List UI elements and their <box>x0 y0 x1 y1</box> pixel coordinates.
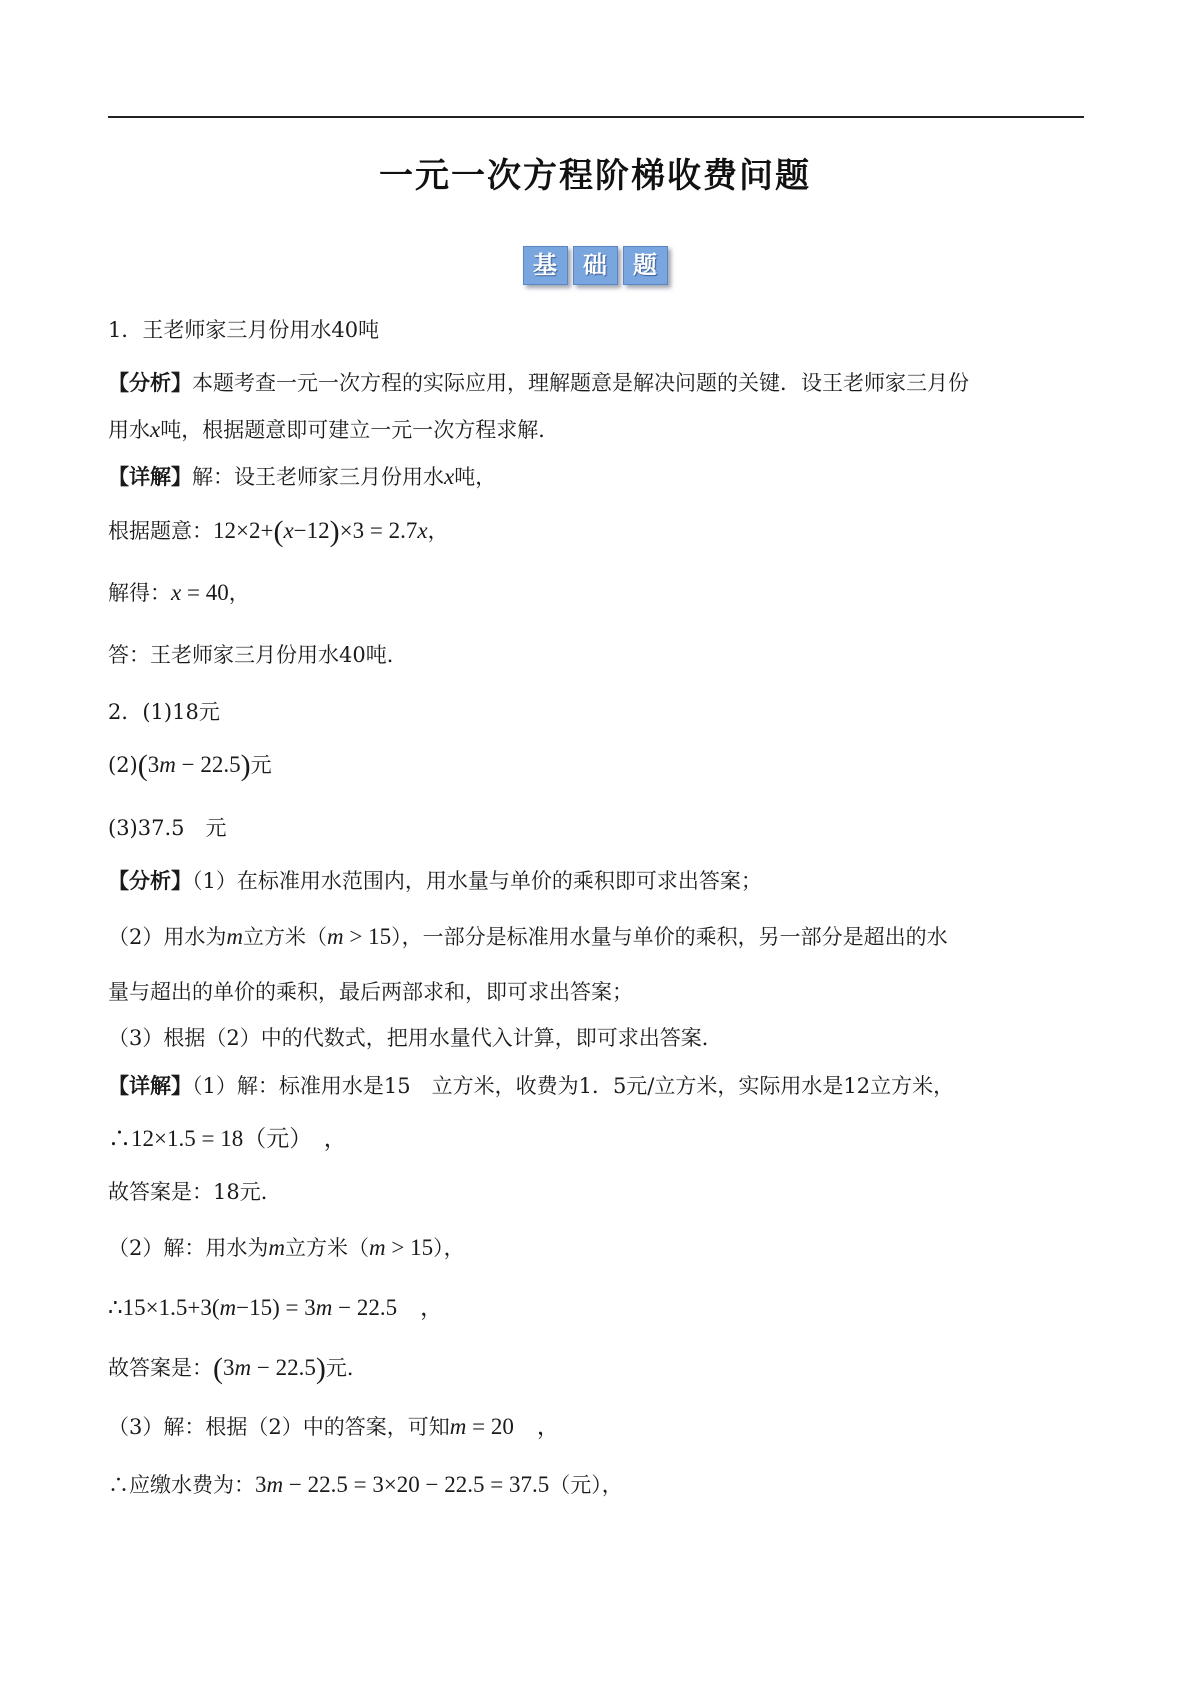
analysis-label: 【分析】 <box>108 869 192 893</box>
text: （2）解：用水为 <box>108 1236 269 1260</box>
text: (2) <box>108 753 138 777</box>
page-title: 一元一次方程阶梯收费问题 <box>379 156 811 196</box>
text: 解：设王老师家三月份用水 <box>192 465 444 489</box>
var-x: x <box>283 518 294 543</box>
analysis-1-cont <box>108 415 559 445</box>
var-x: x <box>417 518 428 543</box>
math: = 20 ， <box>466 1414 560 1439</box>
detail-2-answer-2 <box>108 1353 368 1383</box>
detail-label: 【详解】 <box>108 465 192 489</box>
section-badge <box>0 246 1190 285</box>
text: ）， <box>433 1236 465 1260</box>
text: 用水 <box>108 418 150 442</box>
detail-1 <box>108 462 496 492</box>
analysis-text: 本题考查一元一次方程的实际应用，理解题意是解决问题的关键．设王老师家三月份 <box>192 371 969 395</box>
var-m: m <box>449 1414 467 1439</box>
question-2-part-3: (3)37.5 元 <box>108 816 227 840</box>
detail-label: 【详解】 <box>108 1074 192 1098</box>
math: − 22.5 <box>175 752 241 777</box>
math: − 22.5 = 3×20 − 22.5 = 37.5 <box>283 1472 550 1497</box>
text: ∴应缴水费为： <box>108 1473 255 1497</box>
paren: ( <box>273 515 284 548</box>
var-m: m <box>159 752 176 777</box>
var-m: m <box>327 924 344 949</box>
math: 3 <box>223 1355 235 1380</box>
text: （3）解：根据（2）中的答案，可知 <box>108 1415 450 1439</box>
math: > 15 <box>385 1235 434 1260</box>
analysis-2-part-2 <box>108 922 948 952</box>
text: ），一部分是标准用水量与单价的乘积，另一部分是超出的水 <box>391 925 948 949</box>
paren: ( <box>213 1352 223 1385</box>
math: ×3 = 2.7 <box>339 518 418 543</box>
math: = 40 <box>181 580 229 605</box>
question-2-part-2 <box>108 750 272 780</box>
text: 立方米（ <box>285 1236 369 1260</box>
equation-1 <box>108 516 449 546</box>
var-x: x <box>150 417 161 442</box>
detail-2-eq-3 <box>108 1470 623 1500</box>
text: 根据题意： <box>108 519 213 543</box>
math: −15) = 3 <box>236 1295 316 1320</box>
math: > 15 <box>343 924 392 949</box>
question-1: 1．王老师家三月份用水40吨 <box>108 318 380 342</box>
var-m: m <box>219 1295 237 1320</box>
var-m: m <box>369 1235 386 1260</box>
math: 12×2+ <box>213 518 274 543</box>
solution-1 <box>108 578 250 608</box>
var-m: m <box>315 1295 333 1320</box>
text: 立方米（ <box>243 925 327 949</box>
math: 3 <box>147 752 160 777</box>
math: − 22.5 ， <box>332 1295 444 1320</box>
paren: ) <box>240 749 251 782</box>
math: 3 <box>255 1472 267 1497</box>
text: ， <box>427 519 449 543</box>
var-m: m <box>268 1235 285 1260</box>
detail-2-part-3 <box>108 1412 560 1442</box>
var-m: m <box>266 1472 284 1497</box>
analysis-1 <box>108 368 969 398</box>
text: 故答案是： <box>108 1356 213 1380</box>
math: − 22.5 <box>251 1355 316 1380</box>
detail-2-part-2 <box>108 1233 465 1263</box>
math: −12 <box>293 518 330 543</box>
text: 元 <box>250 753 272 777</box>
detail-2-eq-1: ∴12×1.5 = 18（元） ， <box>108 1126 347 1151</box>
analysis-2-part-3: （3）根据（2）中的代数式，把用水量代入计算，即可求出答案． <box>108 1026 723 1050</box>
paren: ) <box>329 515 340 548</box>
paren: ) <box>315 1352 326 1385</box>
var-x: x <box>444 464 455 489</box>
detail-2-answer-1: 故答案是：18元． <box>108 1180 282 1204</box>
var-m: m <box>226 924 243 949</box>
paren: ( <box>137 749 148 782</box>
question-2-part-1: 2．(1)18元 <box>108 700 220 724</box>
text: （元）， <box>549 1473 623 1497</box>
text: （1）在标准用水范围内，用水量与单价的乘积即可求出答案； <box>192 869 762 893</box>
text: 元． <box>325 1356 368 1380</box>
answer-1: 答：王老师家三月份用水40吨． <box>108 643 408 667</box>
header-rule <box>108 116 1084 118</box>
badge-char-3: 题 <box>623 246 668 285</box>
var-x: x <box>171 580 182 605</box>
text: 吨，根据题意即可建立一元一次方程求解． <box>160 418 560 442</box>
badge-char-1: 基 <box>523 246 568 285</box>
detail-2 <box>108 1071 954 1101</box>
analysis-2-part-2-cont: 量与超出的单价的乘积，最后两部求和，即可求出答案； <box>108 980 633 1004</box>
text: ， <box>228 581 250 605</box>
math: ∴15×1.5+3( <box>108 1295 220 1320</box>
text: 吨， <box>454 465 497 489</box>
badge-char-2: 础 <box>573 246 618 285</box>
text: （1）解：标准用水是15 立方米，收费为1．5元/立方米，实际用水是12立方米， <box>192 1074 955 1098</box>
analysis-label: 【分析】 <box>108 371 192 395</box>
text: （2）用水为 <box>108 925 227 949</box>
analysis-2 <box>108 866 762 896</box>
text: 解得： <box>108 581 171 605</box>
detail-2-eq-2 <box>108 1293 443 1323</box>
var-m: m <box>234 1355 252 1380</box>
